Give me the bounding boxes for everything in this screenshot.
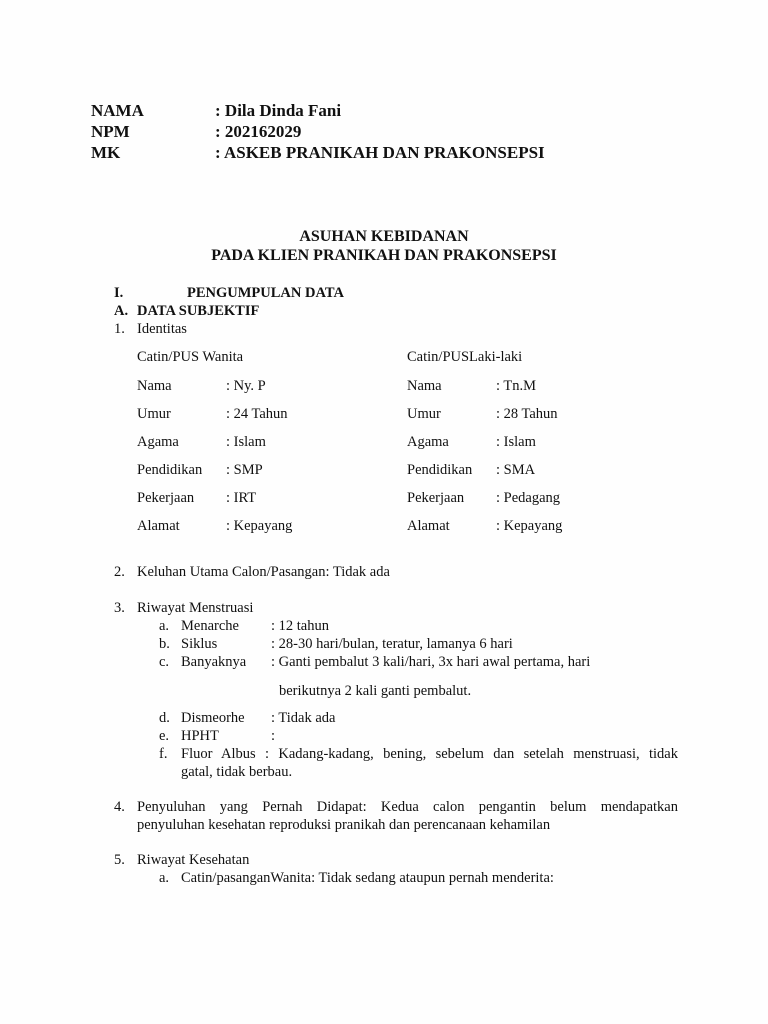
menstruasi-value: : [271, 728, 276, 744]
identity-female-label: Umur [137, 406, 171, 422]
item-label-riwayat-menstruasi: Riwayat Menstruasi [137, 600, 254, 616]
identity-male-label: Alamat [407, 518, 450, 534]
identity-female-value: : IRT [226, 490, 257, 506]
item-label-riwayat-kesehatan: Riwayat Kesehatan [137, 852, 250, 868]
identity-female-label: Pendidikan [137, 462, 203, 478]
identity-male-label: Pendidikan [407, 462, 473, 478]
menstruasi-letter: c. [159, 654, 170, 670]
identity-male-value: : Kepayang [496, 518, 563, 534]
section-number-I: I. [114, 285, 124, 301]
section-heading-pengumpulan-data: PENGUMPULAN DATA [187, 285, 344, 301]
identity-female-label: Nama [137, 378, 172, 394]
menstruasi-label: Siklus [181, 636, 218, 652]
item-number-5: 5. [114, 852, 125, 868]
fluor-albus-line1: Fluor Albus : Kadang-kadang, bening, sebelum dan setelah menstruasi, tidak [181, 746, 678, 762]
document-title-line1: ASUHAN KEBIDANAN [299, 228, 469, 245]
item-number-4: 4. [114, 799, 125, 815]
fluor-albus-line2: gatal, tidak berbau. [181, 764, 293, 780]
menstruasi-label: HPHT [181, 728, 219, 744]
identity-female-value: : Kepayang [226, 518, 293, 534]
identity-male-value: : Tn.M [496, 378, 537, 394]
menstruasi-letter: e. [159, 728, 170, 744]
header-value-mk: : ASKEB PRANIKAH DAN PRAKONSEPSI [215, 143, 545, 162]
kesehatan-catin-wanita: Catin/pasanganWanita: Tidak sedang ataupun pernah menderita: [181, 870, 554, 886]
item-number-3: 3. [114, 600, 125, 616]
identity-male-value: : SMA [496, 462, 536, 478]
identity-male-value: : 28 Tahun [496, 406, 558, 422]
item-penyuluhan-line2: penyuluhan kesehatan reproduksi pranikah dan perencanaan kehamilan [137, 817, 551, 833]
menstruasi-label: Dismeorhe [181, 710, 245, 726]
kesehatan-letter-a: a. [159, 870, 170, 886]
identity-female-label: Alamat [137, 518, 180, 534]
item-penyuluhan-line1: Penyuluhan yang Pernah Didapat: Kedua calon pengantin belum mendapatkan [137, 799, 678, 815]
identity-heading-male: Catin/PUSLaki-laki [407, 349, 523, 365]
item-number-1: 1. [114, 321, 125, 337]
identity-heading-female: Catin/PUS Wanita [137, 349, 244, 365]
menstruasi-letter: b. [159, 636, 170, 652]
identity-female-value: : Ny. P [226, 378, 266, 394]
header-value-nama: : Dila Dinda Fani [215, 101, 342, 120]
menstruasi-value: : 12 tahun [271, 618, 329, 634]
header-label-nama: NAMA [91, 101, 144, 120]
item-keluhan-utama: Keluhan Utama Calon/Pasangan: Tidak ada [137, 564, 390, 580]
identity-female-label: Agama [137, 434, 179, 450]
section-letter-A: A. [114, 303, 129, 319]
menstruasi-letter: d. [159, 710, 170, 726]
menstruasi-letter: f. [159, 746, 168, 762]
menstruasi-label: Menarche [181, 618, 239, 634]
identity-male-label: Pekerjaan [407, 490, 465, 506]
identity-female-value: : Islam [226, 434, 266, 450]
item-number-2: 2. [114, 564, 125, 580]
identity-female-value: : SMP [226, 462, 263, 478]
menstruasi-value: : Ganti pembalut 3 kali/hari, 3x hari awal pertama, hari [271, 654, 591, 670]
identity-male-label: Umur [407, 406, 441, 422]
menstruasi-value: : Tidak ada [271, 710, 336, 726]
identity-male-label: Nama [407, 378, 442, 394]
identity-female-value: : 24 Tahun [226, 406, 288, 422]
menstruasi-continuation: berikutnya 2 kali ganti pembalut. [279, 683, 472, 699]
identity-male-label: Agama [407, 434, 449, 450]
identity-female-label: Pekerjaan [137, 490, 195, 506]
identity-male-value: : Islam [496, 434, 536, 450]
item-label-identitas: Identitas [137, 321, 187, 337]
menstruasi-value: : 28-30 hari/bulan, teratur, lamanya 6 hari [271, 636, 513, 652]
header-value-npm: : 202162029 [215, 122, 302, 141]
header-label-mk: MK [91, 143, 121, 162]
document-title-line2: PADA KLIEN PRANIKAH DAN PRAKONSEPSI [211, 247, 557, 264]
menstruasi-label: Banyaknya [181, 654, 247, 670]
menstruasi-letter: a. [159, 618, 170, 634]
header-label-npm: NPM [91, 122, 130, 141]
section-heading-data-subjektif: DATA SUBJEKTIF [137, 303, 260, 319]
identity-male-value: : Pedagang [496, 490, 561, 506]
